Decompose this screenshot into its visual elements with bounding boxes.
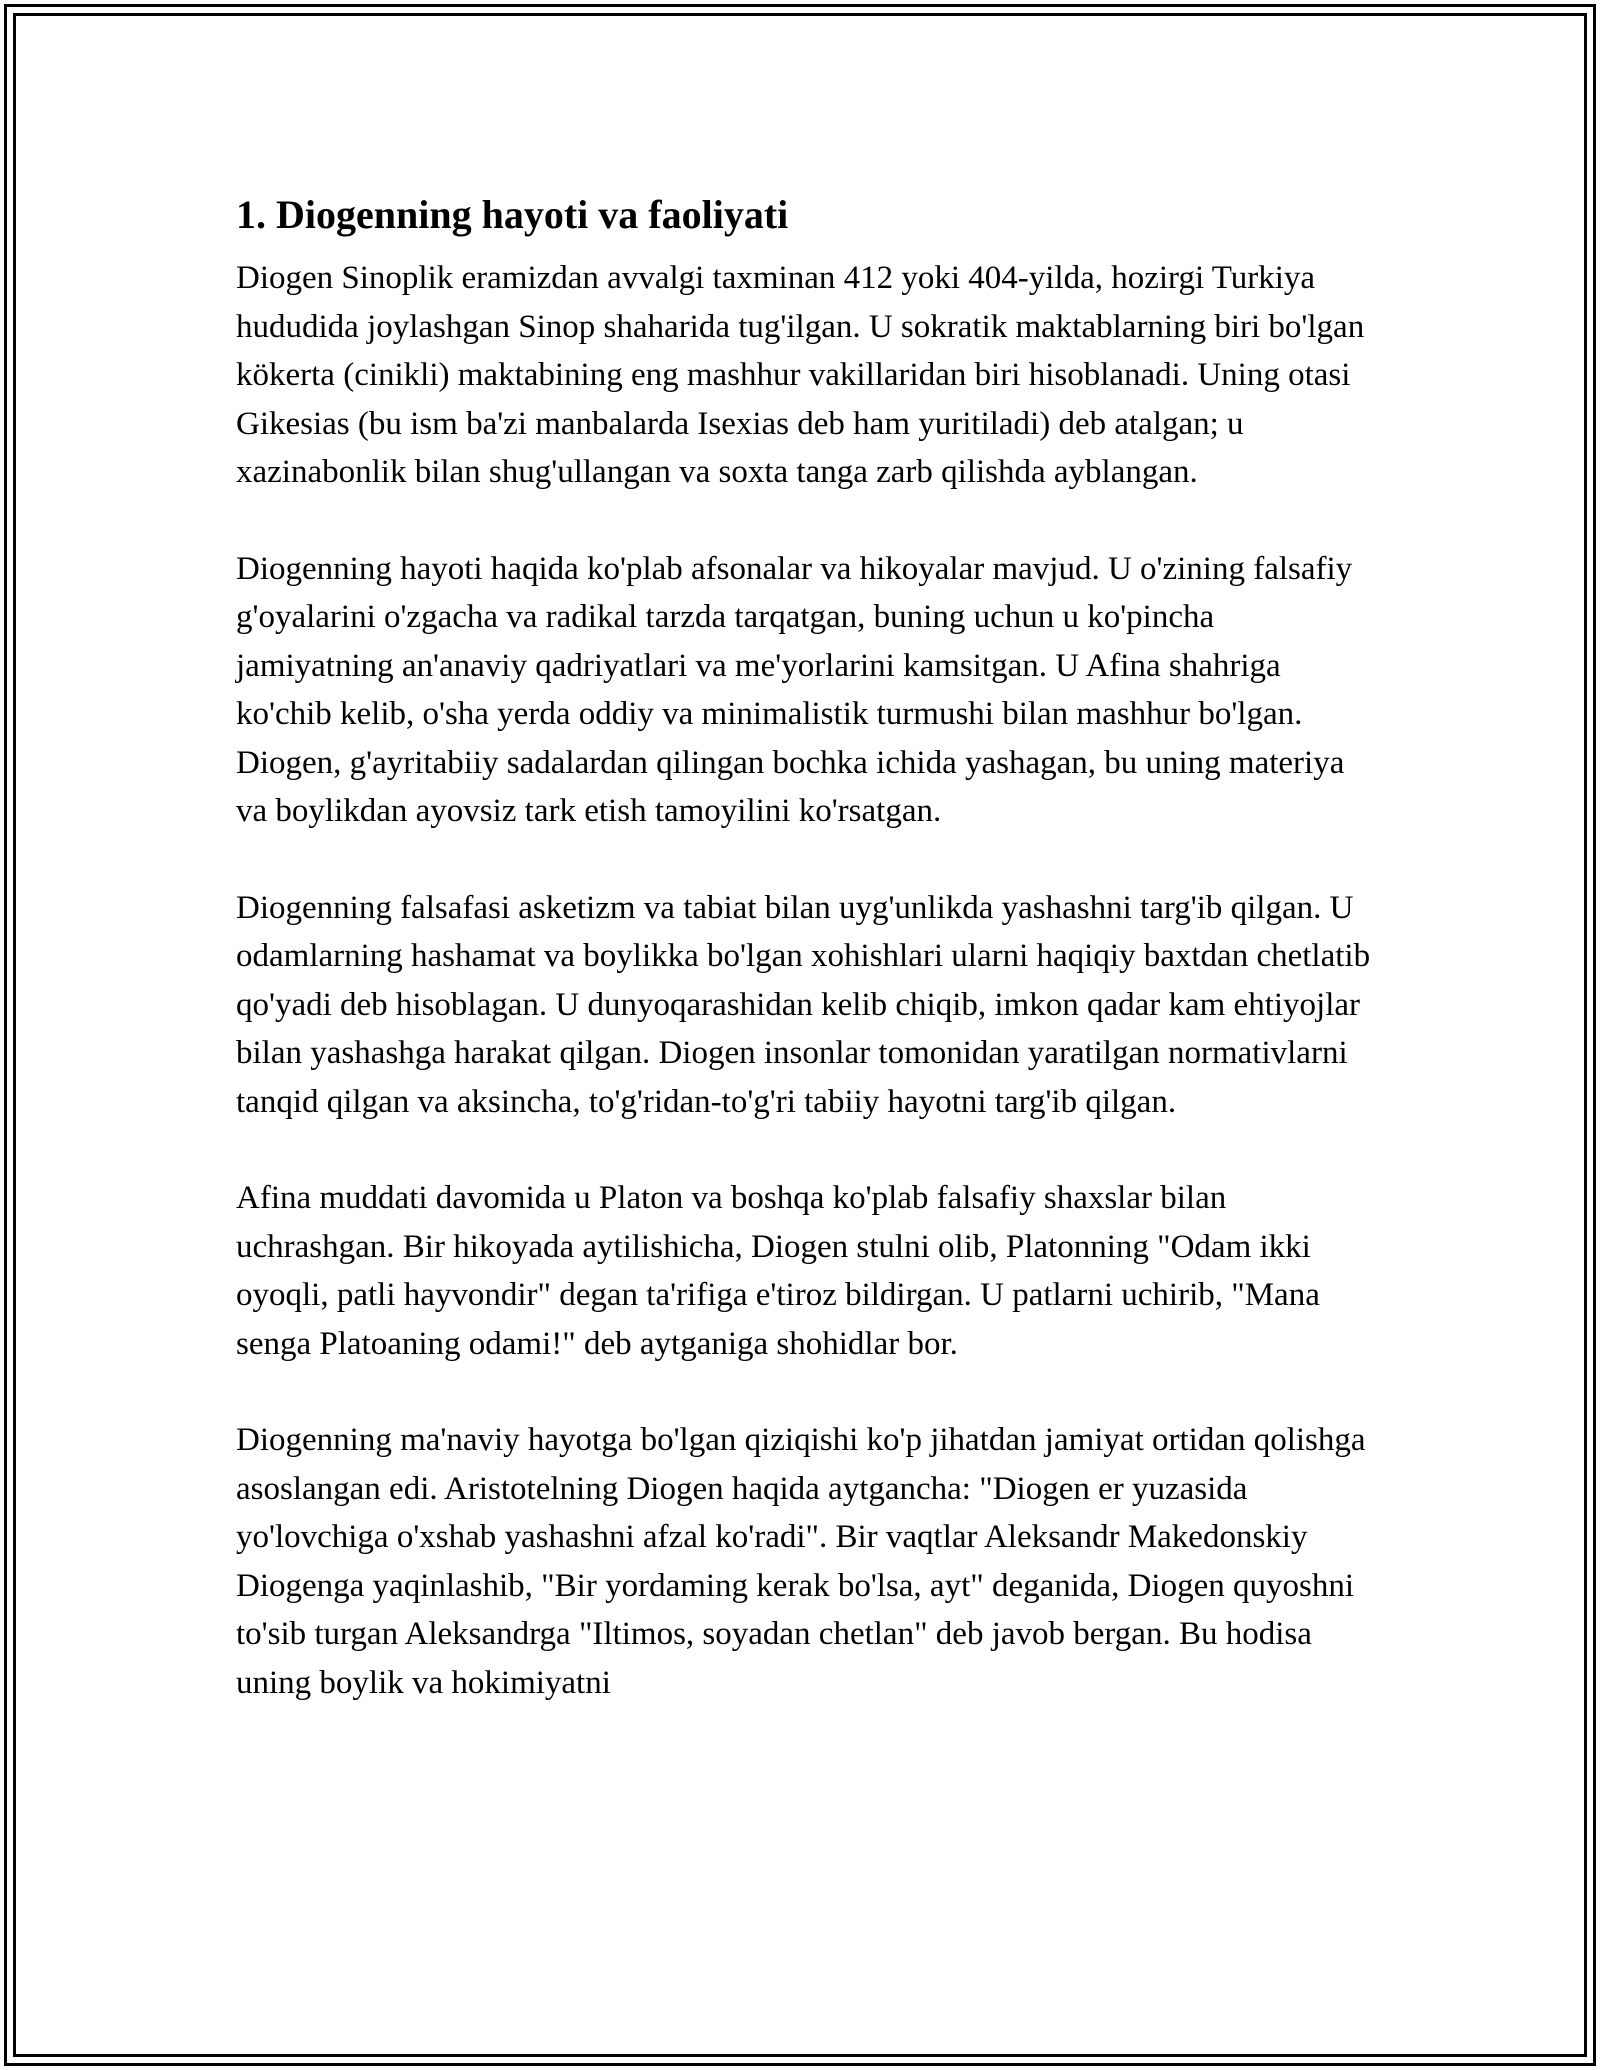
section-heading: 1. Diogenning hayoti va faoliyati [236,192,789,237]
paragraph-3: Diogenning falsafasi asketizm va tabiat bilan uyg'unlikda yashashni targ'ib qilgan. U odamlarning hashamat va boylikka bo'lgan xohishlari ularni haqiqiy baxtdan chetlatib qo'yadi deb hisoblagan. U dunyoqarashidan kelib chiqib, imkon qadar kam ehtiyojlar bilan yashashga harakat qilgan. Diogen insonlar tomonidan yaratilgan normativlarni tanqid qilgan va aksincha, to'g'ridan-to'g'ri tabiiy hayotni targ'ib qilgan. [236,889,1371,1120]
paragraph-4: Afina muddati davomida u Platon va boshqa ko'plab falsafiy shaxslar bilan uchrashgan. Bir hikoyada aytilishicha, Diogen stulni olib, Platonning "Odam ikki oyoqli, patli hayvondir" degan ta'rifiga e'tiroz bildirgan. U patlarni uchirib, "Mana senga Platoaning odami!" deb aytganiga shohidlar bor. [236,1180,1320,1362]
document-body [236,186,1376,1755]
paragraph-5: Diogenning ma'naviy hayotga bo'lgan qiziqishi ko'p jihatdan jamiyat ortidan qolishga asoslangan edi. Aristotelning Diogen haqida aytgancha: "Diogen er yuzasida yo'lovchiga o'xshab yashashni afzal ko'radi". Bir vaqtlar Aleksandr Makedonskiy Diogenga yaqinlashib, "Bir yordaming kerak bo'lsa, ayt" deganida, Diogen quyoshni to'sib turgan Aleksandrga "Iltimos, soyadan chetlan" deb javob bergan. Bu hodisa uning boylik va hokimiyatni [236,1422,1366,1701]
paragraph-2: Diogenning hayoti haqida ko'plab afsonalar va hikoyalar mavjud. U o'zining falsafiy g'oyalarini o'zgacha va radikal tarzda tarqatgan, buning uchun u ko'pincha jamiyatning an'anaviy qadriyatlari va me'yorlarini kamsitgan. U Afina shahriga ko'chib kelib, o'sha yerda oddiy va minimalistik turmushi bilan mashhur bo'lgan. Diogen, g'ayritabiiy sadalardan qilingan bochka ichida yashagan, bu uning materiya va boylikdan ayovsiz tark etish tamoyilini ko'rsatgan. [236,550,1353,829]
paragraph-1: Diogen Sinoplik eramizdan avvalgi taxminan 412 yoki 404-yilda, hozirgi Turkiya hududida joylashgan Sinop shaharida tug'ilgan. U sokratik maktablarning biri bo'lgan kökerta (cinikli) maktabining eng mashhur vakillaridan biri hisoblanadi. Uning otasi Gikesias (bu ism ba'zi manbalarda Isexias deb ham yuritiladi) deb atalgan; u xazinabonlik bilan shug'ullangan va soxta tanga zarb qilishda ayblangan. [236,260,1365,490]
